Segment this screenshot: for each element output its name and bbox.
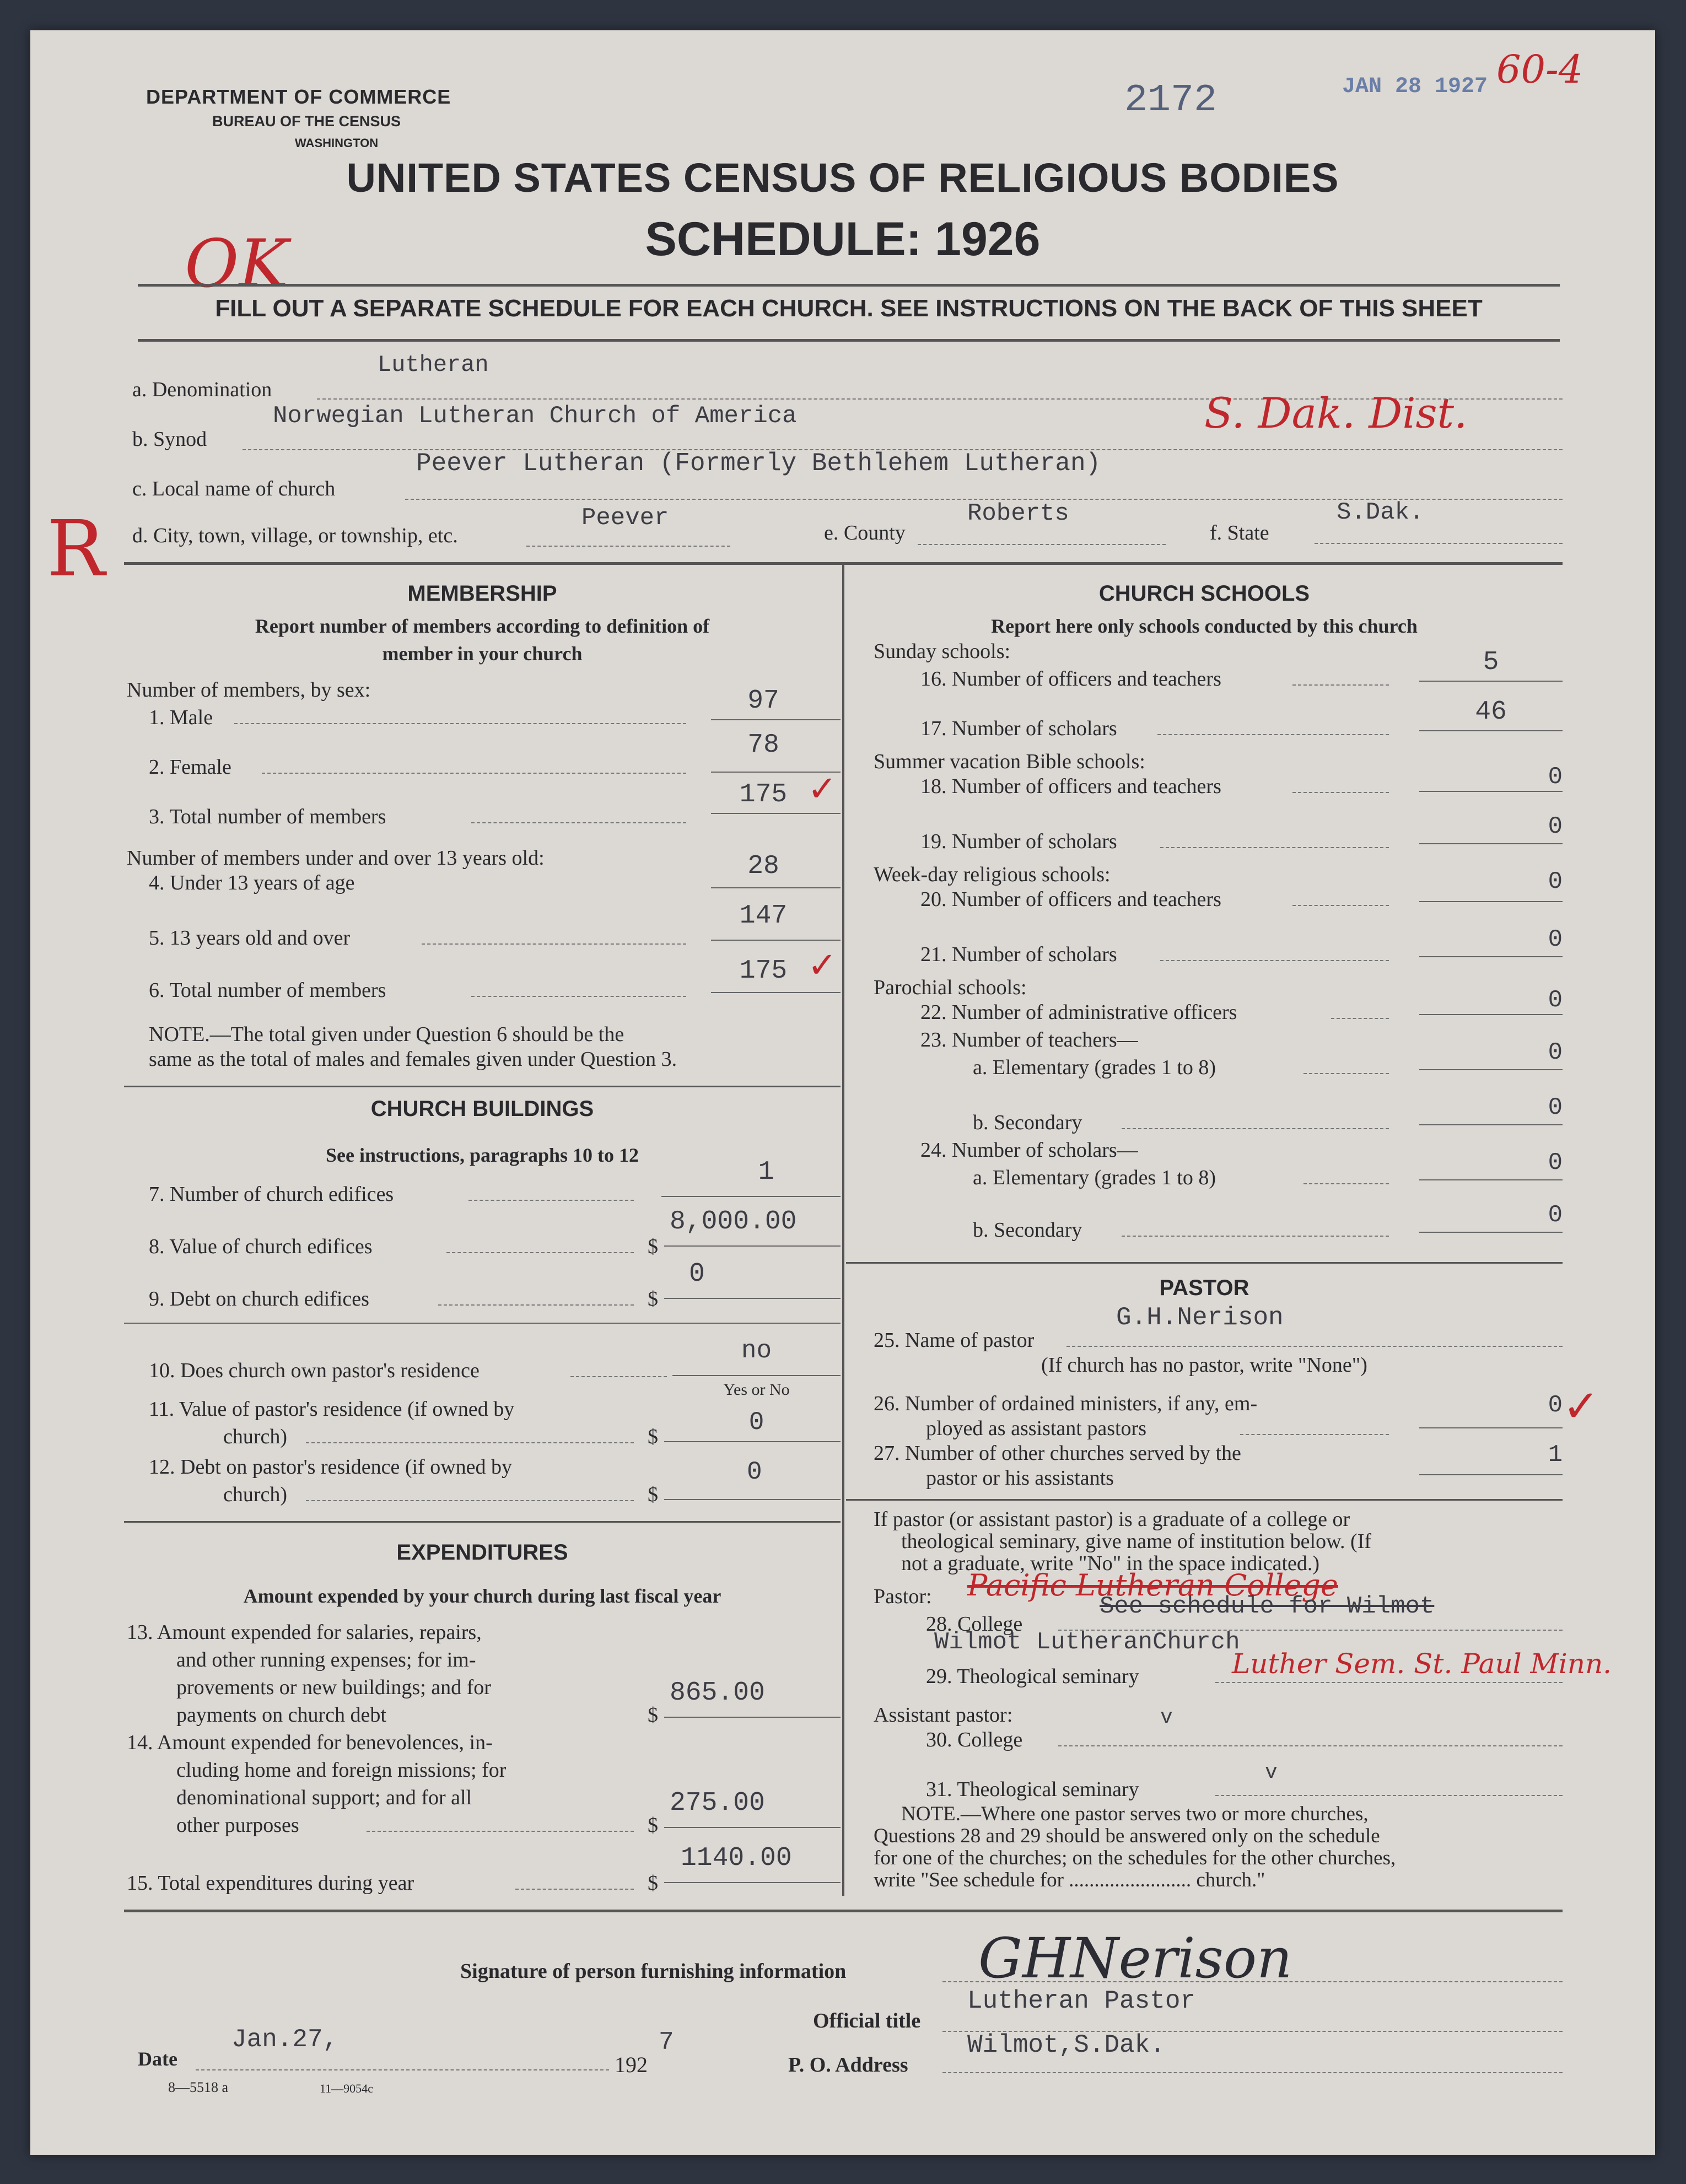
- struck-college-handwritten: Pacific Lutheran College: [967, 1568, 1338, 1603]
- q22-value: 0: [1548, 986, 1563, 1014]
- q9-debt-label: 9. Debt on church edifices: [149, 1287, 369, 1311]
- answer-line: [1419, 1014, 1563, 1015]
- q2-female-label: 2. Female: [149, 756, 231, 779]
- q8-value-value: 8,000.00: [670, 1207, 797, 1237]
- q19-value: 0: [1548, 813, 1563, 840]
- fill-line: [367, 1831, 634, 1832]
- fill-line: [438, 1304, 634, 1306]
- q6-total-value: 175: [739, 956, 788, 986]
- state-value: S.Dak.: [1337, 499, 1424, 526]
- expenditures-section-title: EXPENDITURES: [396, 1540, 568, 1565]
- divider: [138, 339, 1560, 342]
- q22-label: 22. Number of administrative officers: [920, 1001, 1237, 1024]
- checkmark-icon: ✓: [807, 945, 837, 986]
- answer-line: [664, 1882, 841, 1883]
- dollar-sign: $: [648, 1425, 658, 1448]
- pastor-note: NOTE.—Where one pastor serves two or more churches,: [901, 1803, 1369, 1825]
- city-label: d. City, town, village, or township, etc.: [132, 524, 458, 547]
- q13-label: 13. Amount expended for salaries, repairs,: [127, 1621, 482, 1644]
- answer-line: [711, 940, 841, 941]
- q7-edifices-label: 7. Number of church edifices: [149, 1183, 394, 1206]
- q12-residence-debt-label: 12. Debt on pastor's residence (if owned by: [149, 1455, 513, 1479]
- local-church-name-value: Peever Lutheran (Formerly Bethlehem Lutheran): [416, 449, 1101, 478]
- fill-line: [196, 2069, 609, 2070]
- dollar-sign: $: [648, 1287, 658, 1311]
- q9-debt-value: 0: [689, 1259, 705, 1289]
- age-heading: Number of members under and over 13 years old:: [127, 846, 545, 870]
- q24a-value: 0: [1548, 1149, 1563, 1177]
- q31-label: 31. Theological seminary: [926, 1778, 1139, 1801]
- q12-residence-debt-value: 0: [747, 1458, 762, 1486]
- answer-line: [1419, 901, 1563, 902]
- answer-line: [664, 1245, 841, 1247]
- q8-value-label: 8. Value of church edifices: [149, 1235, 373, 1258]
- synod-value: Norwegian Lutheran Church of America: [273, 402, 797, 430]
- q1-male-value: 97: [747, 686, 779, 716]
- q23b-value: 0: [1548, 1094, 1563, 1121]
- q30-value: v: [1160, 1706, 1173, 1729]
- checkmark-icon: ✓: [807, 769, 837, 810]
- weekday-schools-heading: Week-day religious schools:: [874, 863, 1111, 886]
- answer-line: [1419, 730, 1563, 731]
- membership-subtitle: member in your church: [382, 643, 583, 665]
- q26-label: 26. Number of ordained ministers, if any, em-: [874, 1392, 1258, 1415]
- q14-label: cluding home and foreign missions; for: [176, 1759, 507, 1782]
- q29-value: Luther Sem. St. Paul Minn.: [1232, 1648, 1612, 1680]
- q31-value: v: [1265, 1761, 1278, 1784]
- answer-line: [711, 719, 841, 720]
- denomination-label: a. Denomination: [132, 378, 272, 401]
- schools-section-title: CHURCH SCHOOLS: [1098, 581, 1310, 606]
- q23-label: 23. Number of teachers—: [920, 1028, 1138, 1051]
- q21-label: 21. Number of scholars: [920, 943, 1117, 966]
- expenditures-subtitle: Amount expended by your church during last fiscal year: [243, 1585, 721, 1607]
- page-title: UNITED STATES CENSUS OF RELIGIOUS BODIES: [346, 155, 1339, 201]
- bureau-heading: BUREAU OF THE CENSUS: [212, 113, 401, 130]
- po-address-label: P. O. Address: [788, 2053, 908, 2077]
- answer-line: [1419, 1069, 1563, 1070]
- fill-line: [1215, 1682, 1563, 1683]
- po-address-value: Wilmot,S.Dak.: [967, 2031, 1165, 2059]
- local-church-name-label: c. Local name of church: [132, 477, 336, 500]
- q14-label: denominational support; and for all: [176, 1786, 472, 1809]
- q17-label: 17. Number of scholars: [920, 717, 1117, 740]
- fill-line: [1215, 1795, 1563, 1796]
- q27-label: 27. Number of other churches served by the: [874, 1442, 1241, 1465]
- handwritten-r-mark: R: [47, 504, 105, 594]
- answer-line: [672, 1375, 841, 1376]
- fill-line: [1292, 684, 1389, 686]
- answer-line: [1419, 1179, 1563, 1180]
- fill-line: [262, 773, 686, 774]
- divider: [124, 1086, 841, 1087]
- q28-value: See schedule for Wilmot: [1100, 1593, 1435, 1620]
- dollar-sign: $: [648, 1814, 658, 1837]
- document-number: 2172: [1124, 79, 1218, 122]
- synod-district-handwritten: S. Dak. Dist.: [1204, 389, 1468, 438]
- form-number: 8—5518 a: [168, 2079, 229, 2095]
- fill-line: [1303, 1183, 1389, 1184]
- q1-male-label: 1. Male: [149, 706, 213, 729]
- fill-line: [1160, 847, 1389, 848]
- q27-label: pastor or his assistants: [926, 1466, 1114, 1490]
- answer-line: [1419, 1232, 1563, 1233]
- fill-line: [526, 546, 730, 547]
- divider: [138, 284, 1560, 287]
- answer-line: [1419, 681, 1563, 682]
- q26-value: 0: [1548, 1392, 1563, 1419]
- divider: [846, 1262, 1563, 1264]
- summer-schools-heading: Summer vacation Bible schools:: [874, 750, 1145, 773]
- answer-line: [711, 813, 841, 814]
- dept-heading: DEPARTMENT OF COMMERCE: [146, 85, 451, 108]
- city-value: Peever: [581, 504, 669, 532]
- q14-label: other purposes: [176, 1814, 299, 1837]
- q26-label: ployed as assistant pastors: [926, 1417, 1147, 1440]
- answer-line: [664, 1499, 841, 1500]
- q14-value: 275.00: [670, 1788, 765, 1818]
- fill-line: [468, 1200, 634, 1201]
- dollar-sign: $: [648, 1483, 658, 1506]
- q23a-value: 0: [1548, 1039, 1563, 1066]
- fill-line: [234, 723, 686, 724]
- answer-line: [664, 1298, 841, 1299]
- q13-label: and other running expenses; for im-: [176, 1648, 476, 1671]
- q18-label: 18. Number of officers and teachers: [920, 775, 1221, 798]
- date-label: Date: [138, 2048, 177, 2070]
- denomination-value: Lutheran: [378, 352, 489, 378]
- column-divider: [842, 565, 844, 1896]
- fill-line: [1066, 1346, 1563, 1347]
- membership-note: NOTE.—The total given under Question 6 should be the: [149, 1023, 624, 1046]
- membership-section-title: MEMBERSHIP: [407, 581, 557, 606]
- q28-label: 28. College: [926, 1613, 1023, 1636]
- answer-line: [664, 1441, 841, 1442]
- buildings-section-title: CHURCH BUILDINGS: [370, 1097, 594, 1121]
- pastor-note: write "See schedule for ........................ church.": [874, 1869, 1265, 1891]
- q3-total-label: 3. Total number of members: [149, 805, 386, 828]
- buildings-subtitle: See instructions, paragraphs 10 to 12: [325, 1144, 639, 1166]
- q24b-value: 0: [1548, 1201, 1563, 1229]
- q16-value: 5: [1483, 648, 1499, 677]
- pastor-note: Questions 28 and 29 should be answered only on the schedule: [874, 1825, 1380, 1847]
- answer-line: [664, 1827, 841, 1828]
- membership-note: same as the total of males and females given under Question 3.: [149, 1048, 677, 1071]
- q25-label: 25. Name of pastor: [874, 1329, 1035, 1352]
- dollar-sign: $: [648, 1235, 658, 1258]
- answer-line: [1419, 791, 1563, 792]
- q23a-label: a. Elementary (grades 1 to 8): [973, 1056, 1216, 1079]
- q12-residence-debt-label: church): [223, 1483, 288, 1506]
- county-label: e. County: [824, 521, 906, 544]
- q25-note: (If church has no pastor, write "None"): [1041, 1353, 1367, 1377]
- checkmark-icon: ✓: [1563, 1380, 1600, 1432]
- fill-line: [515, 1889, 634, 1890]
- q13-label: payments on church debt: [176, 1703, 386, 1727]
- q23b-label: b. Secondary: [973, 1111, 1082, 1134]
- answer-line: [1419, 956, 1563, 957]
- q20-value: 0: [1548, 868, 1563, 896]
- city-heading: WASHINGTON: [295, 136, 379, 150]
- q27-value: 1: [1548, 1441, 1563, 1469]
- signature-label: Signature of person furnishing information: [460, 1960, 847, 1983]
- parochial-schools-heading: Parochial schools:: [874, 976, 1027, 999]
- q20-label: 20. Number of officers and teachers: [920, 888, 1221, 911]
- answer-line: [1419, 1124, 1563, 1125]
- q11-residence-value-label: 11. Value of pastor's residence (if owned by: [149, 1398, 515, 1421]
- official-title-value: Lutheran Pastor: [967, 1987, 1196, 2015]
- q5-13andover-label: 5. 13 years old and over: [149, 926, 351, 950]
- county-value: Roberts: [967, 500, 1069, 527]
- pastor-section-title: PASTOR: [1159, 1276, 1249, 1300]
- fill-line: [1122, 1128, 1389, 1129]
- fill-line: [1157, 734, 1389, 735]
- year-digit: 7: [659, 2028, 674, 2057]
- divider: [124, 1910, 1563, 1912]
- fill-line: [918, 544, 1166, 545]
- fill-line: [471, 996, 686, 997]
- signature-handwritten: GHNerison: [978, 1926, 1292, 1991]
- q4-under13-label: 4. Under 13 years of age: [149, 871, 355, 894]
- q11-residence-value-value: 0: [748, 1408, 764, 1437]
- q4-under13-value: 28: [747, 851, 779, 881]
- fill-line: [942, 1981, 1563, 1982]
- yes-no-hint: Yes or No: [723, 1380, 790, 1399]
- fill-line: [570, 1376, 667, 1377]
- print-number: 11—9054c: [320, 2081, 373, 2095]
- answer-line: [1419, 1427, 1563, 1428]
- instruction-banner: FILL OUT A SEPARATE SCHEDULE FOR EACH CHURCH. SEE INSTRUCTIONS ON THE BACK OF THIS SHEET: [215, 295, 1483, 322]
- answer-line: [1419, 1474, 1563, 1475]
- fill-line: [471, 822, 686, 823]
- q16-label: 16. Number of officers and teachers: [920, 667, 1221, 691]
- q5-13andover-value: 147: [739, 901, 788, 931]
- graduate-instruction: theological seminary, give name of institution below. (If: [901, 1530, 1372, 1553]
- q24a-label: a. Elementary (grades 1 to 8): [973, 1166, 1216, 1189]
- q3-total-value: 175: [739, 780, 788, 810]
- answer-line: [664, 1717, 841, 1718]
- received-date-stamp: JAN 28 1927: [1342, 74, 1488, 99]
- graduate-instruction: not a graduate, write "No" in the space indicated.): [901, 1552, 1320, 1575]
- synod-label: b. Synod: [132, 428, 207, 451]
- fill-line: [1331, 1018, 1389, 1019]
- fill-line: [1315, 543, 1563, 544]
- fill-line: [1292, 905, 1389, 906]
- fill-line: [446, 1252, 634, 1253]
- by-sex-heading: Number of members, by sex:: [127, 678, 371, 702]
- date-value: Jan.27,: [231, 2025, 338, 2054]
- see-schedule-church: Wilmot LutheranChurch: [934, 1628, 1240, 1656]
- fill-line: [1160, 960, 1389, 961]
- q10-residence-value: no: [741, 1336, 772, 1365]
- fill-line: [1122, 1236, 1389, 1237]
- q15-value: 1140.00: [681, 1843, 792, 1873]
- pastor-education-label: Pastor:: [874, 1585, 932, 1608]
- membership-subtitle: Report number of members according to definition of: [255, 615, 710, 637]
- handwritten-ok-mark: OK: [185, 226, 289, 303]
- page-subtitle: SCHEDULE: 1926: [645, 213, 1041, 266]
- q7-edifices-value: 1: [758, 1157, 774, 1187]
- divider: [124, 1323, 841, 1324]
- q2-female-value: 78: [747, 730, 779, 760]
- q19-label: 19. Number of scholars: [920, 830, 1117, 853]
- handwritten-mark-top: 60-4: [1496, 47, 1583, 92]
- fill-line: [1240, 1434, 1389, 1435]
- schools-subtitle: Report here only schools conducted by this church: [991, 615, 1418, 637]
- q15-label: 15. Total expenditures during year: [127, 1872, 414, 1895]
- answer-line: [661, 1196, 841, 1197]
- census-form-sheet: [30, 30, 1655, 2155]
- divider: [124, 1521, 841, 1523]
- q18-value: 0: [1548, 763, 1563, 791]
- dollar-sign: $: [648, 1703, 658, 1727]
- divider: [846, 1499, 1563, 1501]
- pastor-note: for one of the churches; on the schedules for the other churches,: [874, 1847, 1396, 1869]
- fill-line: [422, 943, 686, 945]
- q11-residence-value-label: church): [223, 1425, 288, 1448]
- q13-label: provements or new buildings; and for: [176, 1676, 491, 1699]
- fill-line: [1292, 792, 1389, 793]
- graduate-instruction: If pastor (or assistant pastor) is a graduate of a college or: [874, 1508, 1350, 1531]
- assistant-pastor-label: Assistant pastor:: [874, 1703, 1013, 1727]
- q10-residence-label: 10. Does church own pastor's residence: [149, 1359, 480, 1382]
- state-label: f. State: [1210, 521, 1269, 544]
- q25-pastor-name: G.H.Nerison: [1116, 1303, 1284, 1332]
- q13-value: 865.00: [670, 1678, 765, 1708]
- q24-label: 24. Number of scholars—: [920, 1139, 1138, 1162]
- official-title-label: Official title: [813, 2009, 921, 2032]
- q30-label: 30. College: [926, 1728, 1023, 1751]
- fill-line: [942, 2072, 1563, 2073]
- q21-value: 0: [1548, 926, 1563, 953]
- q14-label: 14. Amount expended for benevolences, in-: [127, 1731, 493, 1754]
- fill-line: [306, 1500, 634, 1501]
- fill-line: [306, 1442, 634, 1443]
- answer-line: [711, 887, 841, 888]
- q24b-label: b. Secondary: [973, 1218, 1082, 1242]
- q29-label: 29. Theological seminary: [926, 1665, 1139, 1688]
- fill-line: [1058, 1745, 1563, 1746]
- sunday-schools-heading: Sunday schools:: [874, 640, 1011, 663]
- answer-line: [1419, 843, 1563, 844]
- q6-total-label: 6. Total number of members: [149, 979, 386, 1002]
- q17-value: 46: [1475, 697, 1507, 727]
- year-prefix: 192: [615, 2052, 648, 2077]
- dollar-sign: $: [648, 1872, 658, 1895]
- fill-line: [1303, 1073, 1389, 1074]
- answer-line: [711, 992, 841, 993]
